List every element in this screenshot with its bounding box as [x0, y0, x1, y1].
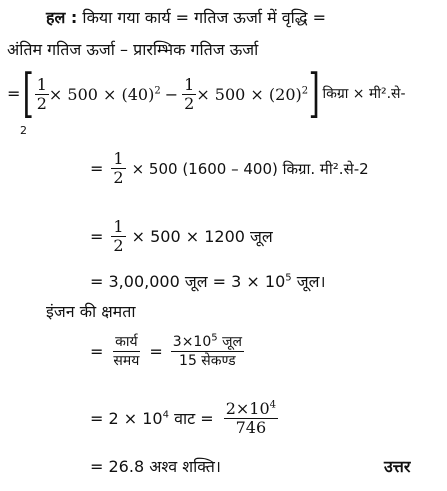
term-1-exponent: 2: [154, 85, 161, 97]
solution-heading-line: [46, 8, 326, 28]
term-2-text: × 500 × (20): [196, 84, 302, 104]
equals-sign: =: [90, 158, 104, 178]
numerator-value: 2×10: [225, 399, 270, 418]
half-fraction: [111, 218, 125, 255]
solution-label: हल :: [46, 8, 78, 27]
numerator-value: 3×10: [172, 334, 212, 350]
fraction-numerator: 1: [184, 74, 195, 94]
watts-exponent: 4: [162, 409, 169, 421]
fraction-numerator: 1: [36, 74, 47, 94]
half-fraction: [111, 150, 125, 187]
fraction-numerator: [171, 333, 244, 352]
term-1-text: × 500 × (40): [48, 84, 155, 104]
half-fraction-1: [35, 76, 49, 113]
half-fraction-2: [182, 76, 196, 113]
fraction-denominator: 15 सेकण्ड: [179, 353, 236, 369]
answer-label: उत्तर: [384, 457, 411, 476]
unit-wrap-exponent: 2: [20, 124, 27, 137]
equals-sign-2: =: [149, 341, 163, 361]
numerator-unit: जूल: [222, 334, 242, 350]
result-exponent: 5: [285, 272, 292, 284]
unit-text: किग्रा × मी².से-: [322, 86, 406, 102]
work-expression-line: [7, 64, 406, 124]
watts-text: = 2 × 10: [90, 408, 163, 428]
engine-power-heading: इंजन की क्षमता: [46, 302, 136, 321]
work-line-2: [90, 150, 369, 187]
work-line-3: [90, 218, 273, 255]
minus-sign: −: [164, 84, 179, 104]
fraction-denominator: समय: [113, 353, 140, 369]
term-2: [196, 85, 308, 104]
work-result: [90, 272, 326, 292]
numerator-exponent: 5: [211, 332, 218, 344]
horsepower-fraction: [224, 400, 278, 437]
work-over-time-fraction: [111, 333, 141, 370]
watts-value: [90, 409, 214, 429]
fraction-numerator: [224, 400, 278, 419]
term-1: [49, 85, 161, 104]
watts-unit: वाट =: [174, 408, 214, 428]
fraction-numerator: 1: [113, 217, 124, 236]
right-bracket: ]: [308, 64, 320, 124]
fraction-denominator: 2: [113, 236, 124, 255]
kinetic-energy-difference: अंतिम गतिज ऊर्जा – प्रारम्भिक गतिज ऊर्जा: [7, 40, 259, 59]
value-fraction: [171, 333, 244, 370]
result-unit: जूल।: [296, 272, 326, 291]
power-formula-line: [90, 333, 244, 370]
equals-sign: =: [7, 84, 21, 103]
fraction-denominator: 2: [184, 93, 195, 113]
expression: × 500 (1600 – 400) किग्रा. मी².से-2: [131, 159, 369, 178]
power-watts-line: [90, 400, 278, 437]
expression: × 500 × 1200 जूल: [131, 226, 273, 246]
fraction-denominator: 2: [36, 93, 47, 113]
fraction-numerator: कार्य: [115, 334, 138, 350]
numerator-exponent: 4: [269, 399, 277, 411]
equals-sign: =: [90, 226, 104, 246]
left-bracket: [: [22, 64, 35, 124]
result-text: = 3,00,000 जूल = 3 × 10: [90, 272, 286, 291]
equals-sign: =: [90, 341, 104, 361]
final-answer: = 26.8 अश्व शक्ति।: [90, 457, 221, 476]
fraction-numerator: 1: [113, 149, 124, 168]
term-2-exponent: 2: [301, 85, 309, 97]
fraction-denominator: 746: [235, 418, 267, 437]
fraction-denominator: 2: [113, 168, 124, 187]
work-statement: किया गया कार्य = गतिज ऊर्जा में वृद्धि =: [82, 8, 327, 27]
